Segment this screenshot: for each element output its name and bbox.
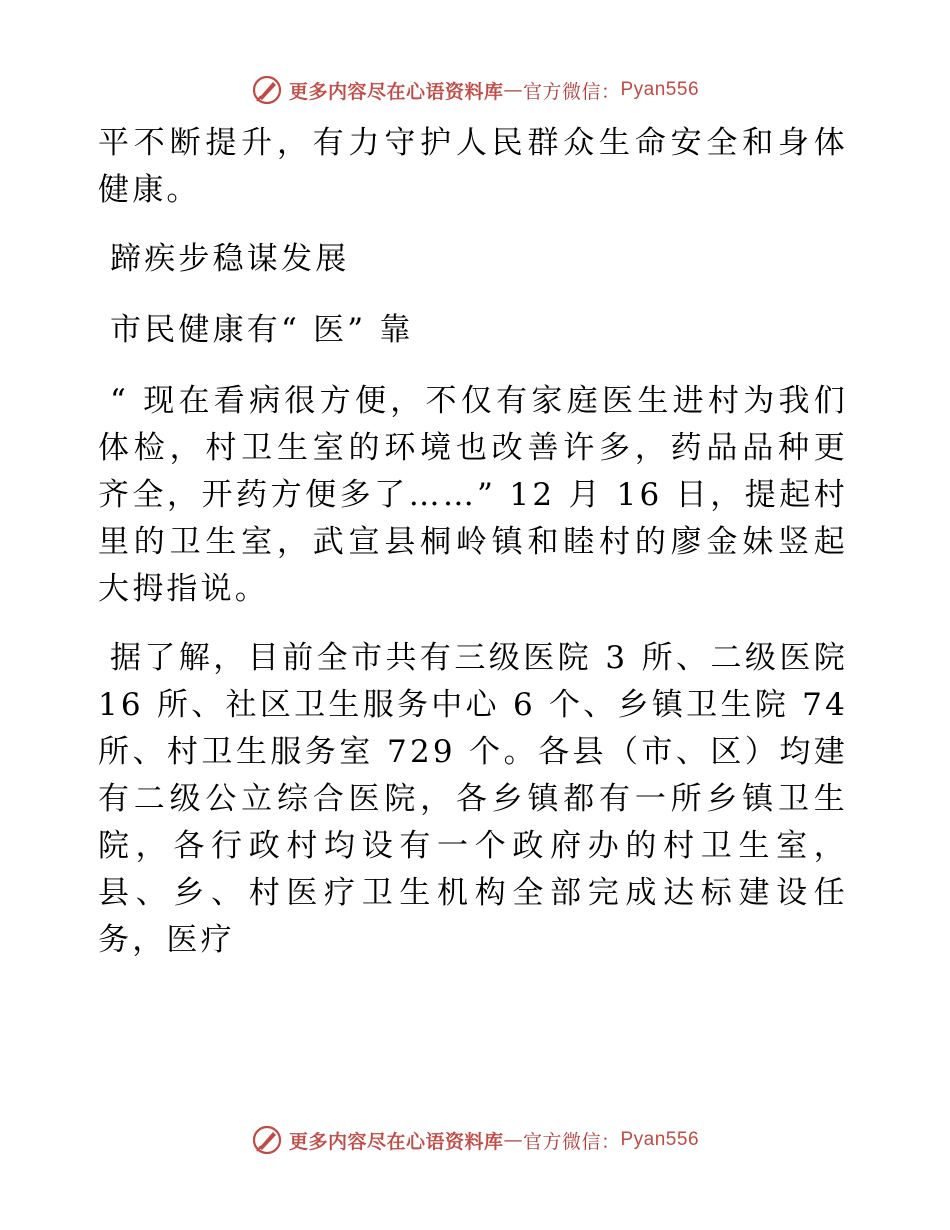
watermark-account-id: Pyan556	[620, 79, 700, 100]
watermark-separator: —	[503, 79, 523, 101]
section-heading: 蹄疾步稳谋发展	[110, 241, 350, 277]
watermark-account-id: Pyan556	[620, 1129, 700, 1150]
paragraph-statistics: 据了解，目前全市共有三级医院 3 所、二级医院 16 所、社区卫生服务中心 6 个、乡镇卫生院 74 所、村卫生服务室 729 个。各县（市、区）均建有二级公立综合医院，各乡镇都有一所乡镇卫生院，各行政村均设有一个政府办的村卫生室，县、乡、村医疗卫生机构全部完成达标建设任务，医疗	[98, 640, 848, 958]
watermark-account-label: 官方微信：	[522, 1130, 621, 1153]
watermark-main-text: 更多内容尽在心语资料库	[288, 80, 504, 103]
quill-logo-icon	[251, 74, 283, 106]
watermark-separator: —	[503, 1129, 523, 1151]
watermark-main-text: 更多内容尽在心语资料库	[288, 1130, 504, 1153]
footer-watermark	[0, 1120, 950, 1160]
paragraph-continuation: 平不断提升，有力守护人民群众生命安全和身体健康。	[98, 125, 848, 208]
document-body	[98, 120, 848, 986]
header-watermark	[0, 70, 950, 110]
watermark-account-label: 官方微信：	[522, 80, 621, 103]
section-subheading: 市民健康有“ 医” 靠	[110, 312, 414, 348]
quill-logo-icon	[251, 1124, 283, 1156]
paragraph-quote: “ 现在看病很方便，不仅有家庭医生进村为我们体检，村卫生室的环境也改善许多，药品品种更齐全，开药方便多了……” 12 月 16 日，提起村里的卫生室，武宣县桐岭镇和睦村的廖金妹竖起大拇指说。	[98, 383, 848, 607]
